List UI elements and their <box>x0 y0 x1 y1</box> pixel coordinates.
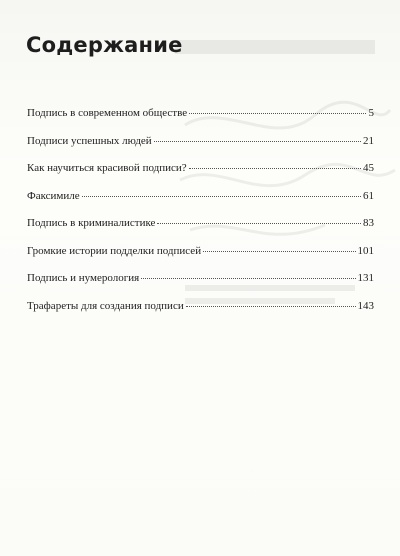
toc-dot-leader <box>203 251 355 252</box>
toc-entry-title: Трафареты для создания подписи <box>27 299 184 312</box>
toc-entry-page: 83 <box>363 217 374 229</box>
toc-entry-title: Как научиться красивой подписи? <box>27 162 187 174</box>
toc-dot-leader <box>189 168 361 169</box>
toc-entry-title: Подписи успешных людей <box>27 134 152 147</box>
toc-dot-leader <box>141 278 355 279</box>
toc-dot-leader <box>189 113 366 114</box>
toc-entry[interactable] <box>27 298 374 326</box>
toc-entry[interactable] <box>27 270 374 298</box>
toc-entry-page: 61 <box>363 189 374 202</box>
toc-entry-page: 101 <box>357 244 374 257</box>
toc-entry[interactable] <box>27 160 374 188</box>
toc-entry-page: 143 <box>357 299 374 312</box>
toc-entry-title: Подпись и нумерология <box>27 272 140 284</box>
toc-entry[interactable] <box>27 188 374 216</box>
toc-entry[interactable] <box>27 105 374 133</box>
toc-entry-page: 5 <box>368 107 374 119</box>
toc-entry[interactable] <box>27 133 374 161</box>
toc-entry-page: 45 <box>363 162 374 174</box>
toc-dot-leader <box>186 306 356 307</box>
toc-entry-title: Подпись в современном обществе <box>27 107 188 119</box>
toc-dot-leader <box>82 196 361 197</box>
table-of-contents <box>27 105 374 325</box>
toc-dot-leader <box>154 141 361 142</box>
toc-entry-title: Громкие истории подделки подписей <box>27 244 202 257</box>
toc-dot-leader <box>157 223 361 224</box>
toc-entry-title: Факсимиле <box>27 189 80 202</box>
page-title: Содержание <box>26 33 183 57</box>
toc-entry[interactable] <box>27 243 374 271</box>
toc-entry[interactable] <box>27 215 374 243</box>
toc-entry-title: Подпись в криминалистике <box>27 217 156 229</box>
toc-entry-page: 21 <box>363 134 374 147</box>
toc-entry-page: 131 <box>357 272 374 284</box>
